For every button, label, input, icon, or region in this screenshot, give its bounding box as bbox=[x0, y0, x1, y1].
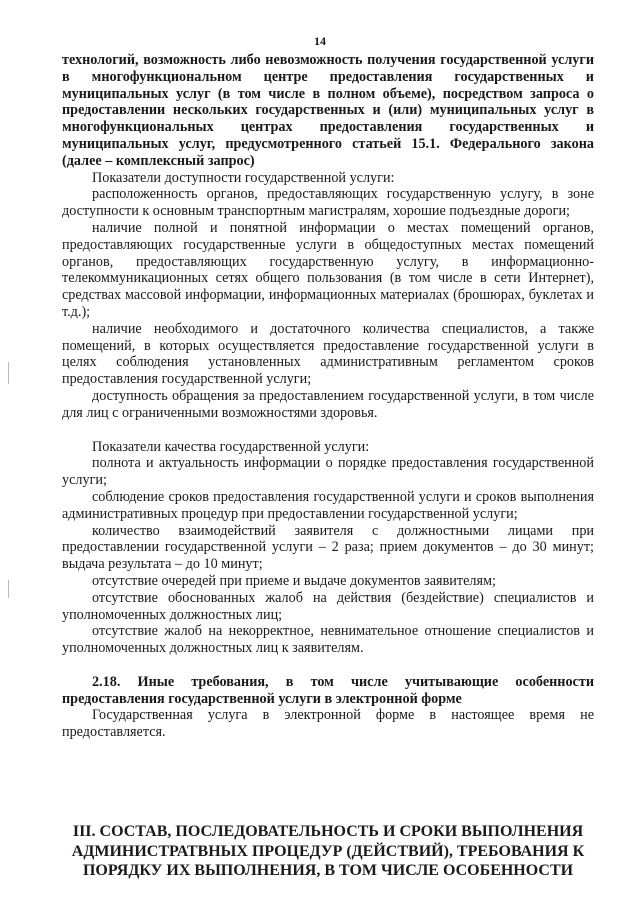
paragraph-no-incorrect-treatment: отсутствие жалоб на некорректное, невнимательное отношение специалистов и уполномоченных должностных лиц к заявителям. bbox=[62, 623, 594, 657]
paragraph-completeness: полнота и актуальность информации о порядке предоставления государственной услуги; bbox=[62, 455, 594, 489]
heading-quality-indicators: Показатели качества государственной услуги: bbox=[92, 438, 370, 455]
heading-section-2-18: 2.18. Иные требования, в том числе учитывающие особенности предоставления государственной услуги в электронной форме bbox=[62, 673, 594, 707]
paragraph-gap bbox=[62, 422, 594, 439]
paragraph-information: наличие полной и понятной информации о местах помещений органов, предоставляющих государственные услуги в общедоступных местах помещений органов, предоставляющих государственную услугу, в информационно-телекоммуникационных сетях общего пользования (в том числе в сети Интернет), средствах массовой информации, информационных материалах (брошюрах, буклетах и т.д.); bbox=[62, 219, 594, 320]
paragraph-no-justified-complaints: отсутствие обоснованных жалоб на действия (бездействие) специалистов и уполномоченных должностных лиц; bbox=[62, 589, 594, 623]
scan-margin-mark bbox=[8, 362, 9, 384]
paragraph-interactions: количество взаимодействий заявителя с должностными лицами при предоставлении государственной услуги – 2 раза; прием документов – до 30 минут; выдача результата – до 10 минут; bbox=[62, 522, 594, 573]
paragraph-complex-request: технологий, возможность либо невозможность получения государственной услуги в многофункциональном центре предоставления государственных и муниципальных услуг (в том числе в полном объеме), посредством запроса о предоставлении нескольких государственных и (или) муниципальных услуг в многофункциональных центрах предоставления государственных и муниципальных услуг, предусмотренного статьей 15.1. Федерального закона (далее – комплексный запрос) bbox=[62, 52, 594, 169]
paragraph-specialists: наличие необходимого и достаточного количества специалистов, а также помещений, в которых осуществляется предоставление государственной услуги в целях соблюдения установленных административным регламентом сроков предоставления государственной услуги; bbox=[62, 320, 594, 388]
paragraph-gap bbox=[62, 657, 594, 674]
paragraph-location: расположенность органов, предоставляющих государственную услугу, в зоне доступности к основным транспортным магистралям, хорошие подъездные дороги; bbox=[62, 186, 594, 220]
document-body bbox=[62, 52, 594, 741]
paragraph-electronic-form: Государственная услуга в электронной форме в настоящее время не предоставляется. bbox=[62, 707, 594, 741]
paragraph-no-queues: отсутствие очередей при приеме и выдаче документов заявителям; bbox=[92, 572, 496, 589]
scan-margin-mark bbox=[8, 580, 9, 598]
paragraph-accessibility: доступность обращения за предоставлением государственной услуги, в том числе для лиц с ограниченными возможностями здоровья. bbox=[62, 387, 594, 421]
page-number: 14 bbox=[314, 34, 326, 48]
section-title-iii: III. СОСТАВ, ПОСЛЕДОВАТЕЛЬНОСТЬ И СРОКИ ВЫПОЛНЕНИЯ АДМИНИСТРАТВНЫХ ПРОЦЕДУР (ДЕЙСТВИЙ), ТРЕБОВАНИЯ К ПОРЯДКУ ИХ ВЫПОЛНЕНИЯ, В ТОМ ЧИСЛЕ ОСОБЕННОСТИ bbox=[71, 823, 585, 879]
paragraph-deadlines: соблюдение сроков предоставления государственной услуги и сроков выполнения административных процедур при предоставлении государственной услуги; bbox=[62, 488, 594, 522]
heading-accessibility-indicators: Показатели доступности государственной услуги: bbox=[92, 169, 395, 186]
